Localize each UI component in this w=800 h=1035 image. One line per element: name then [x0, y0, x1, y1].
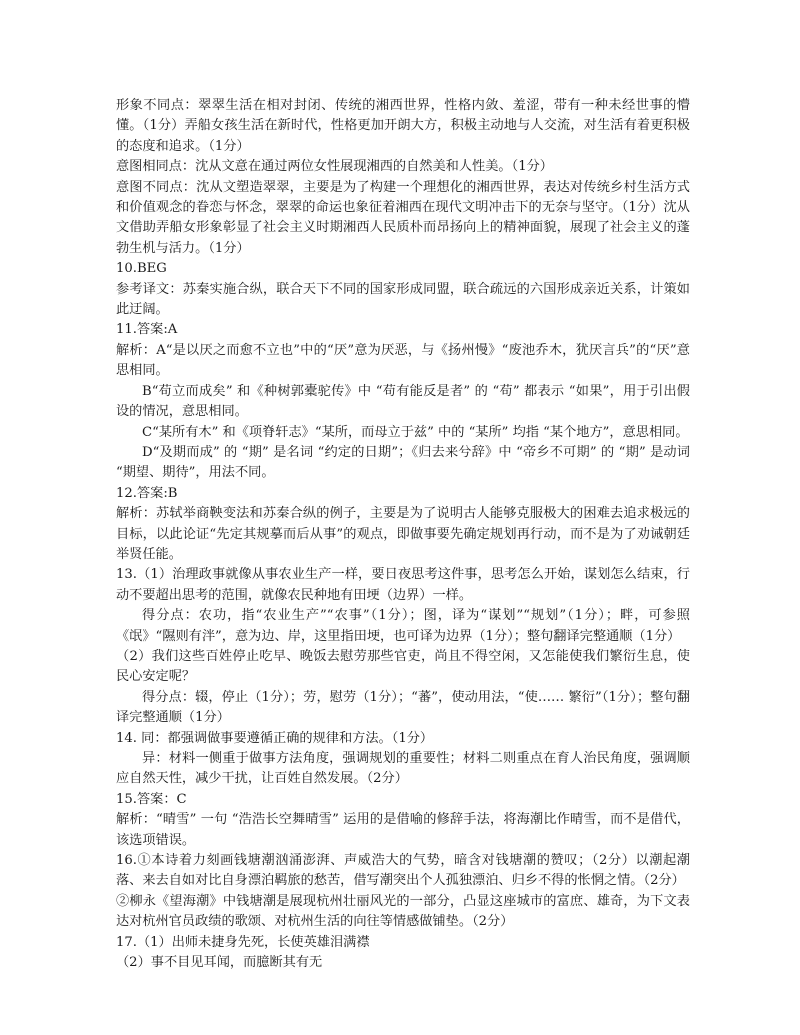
paragraph: 12.答案:B: [116, 485, 178, 501]
paragraph: 11.答案:A: [116, 322, 178, 338]
paragraph: 参考译文：苏秦实施合纵，联合天下不同的国家形成同盟，联合疏远的六国形成亲近关系，计策如此迂阔。: [116, 281, 690, 318]
paragraph: 15.答案：C: [116, 791, 187, 807]
document-page: [116, 96, 690, 973]
paragraph: 解析：A“是以厌之而愈不立也”中的“厌”意为厌恶，与《扬州慢》“废池乔木，犹厌言兵”的“厌”意思相同。: [116, 342, 690, 379]
paragraph: 形象不同点：翠翠生活在相对封闭、传统的湘西世界，性格内敛、羞涩，带有一种未经世事的懵懂。（1分）弄船女孩生活在新时代，性格更加开朗大方，积极主动地与人交流，对生活有着更积极的态度和追求。（1分）: [116, 98, 690, 154]
paragraph: 解析：“晴雪” 一句 “浩浩长空舞晴雪” 运用的是借喻的修辞手法，将海潮比作晴雪，而不是借代，该选项错误。: [116, 812, 690, 848]
paragraph: 14. 同：都强调做事要遵循正确的规律和方法。（1分）: [116, 730, 434, 746]
paragraph: ②柳永《望海潮》中钱塘潮是展现杭州壮丽风光的一部分，凸显这座城市的富庶、雄奇，为下文表达对杭州官员政绩的歌颂、对杭州生活的向往等情感做铺垫。（2分）: [116, 893, 690, 930]
paragraph: 10.BEG: [116, 261, 167, 277]
paragraph: （2）事不目见耳闻，而臆断其有无: [116, 955, 323, 971]
paragraph: 17.（1）出师未捷身先死，长使英雄泪满襟: [116, 934, 370, 950]
paragraph: 异：材料一侧重于做事方法角度，强调规划的重要性；材料二则重点在育人治民角度，强调顺应自然天性，减少干扰，让百姓自然发展。（2分）: [116, 751, 690, 787]
paragraph: 得分点：辍，停止（1分）；劳，慰劳（1分）；“蕃”，使动用法，“使…… 繁衍”（1分）；整句翻译完整通顺（1分）: [116, 689, 690, 726]
paragraph: 16.①本诗着力刻画钱塘潮汹涌澎湃、声威浩大的气势，暗含对钱塘潮的赞叹；（2分）以潮起潮落、来去自如对比自身漂泊羁旅的愁苦，借写潮突出个人孤独漂泊、归乡不得的怅惘之情。（2分）: [116, 853, 690, 889]
paragraph: C“某所有木” 和《项脊轩志》“某所，而母立于兹” 中的 “某所” 均指 “某个地方”，意思相同。: [142, 424, 689, 440]
paragraph: D“及期而成” 的 “期” 是名词 “约定的日期”；《归去来兮辞》中 “帝乡不可期” 的 “期” 是动词 “期望、期待”，用法不同。: [116, 444, 690, 481]
paragraph: 意图不同点：沈从文塑造翠翠，主要是为了构建一个理想化的湘西世界，表达对传统乡村生活方式和价值观念的眷恋与怀念，翠翠的命运也象征着湘西在现代文明冲击下的无奈与坚守。（1分）沈从文借助弄船女形象彰显了社会主义时期湘西人民质朴而昂扬向上的精神面貌，展现了社会主义的蓬勃生机与活力。（1分）: [116, 179, 690, 256]
paragraph: 解析：苏轼举商鞅变法和苏秦合纵的例子，主要是为了说明古人能够克服极大的困难去追求极远的目标，以此论证“先定其规摹而后从事”的观点，即做事要先确定规划再行动，而不是为了劝诫朝廷举贤任能。: [116, 506, 690, 562]
paragraph: B“苟立而成矣” 和《种树郭橐驼传》中 “苟有能反是者” 的 “苟” 都表示 “如果”，用于引出假设的情况，意思相同。: [116, 383, 690, 420]
paragraph: 得分点：农功，指“农业生产”“农事”（1分）；图，译为“谋划”“规划”（1分）；畔，可参照《氓》“隰则有泮”，意为边、岸，这里指田埂，也可译为边界（1分）；整句翻译完整通顺（1分）: [116, 608, 690, 644]
paragraph: （2）我们这些百姓停止吃早、晚饭去慰劳那些官吏，尚且不得空闲，又怎能使我们繁衍生息，使民心安定呢？: [116, 648, 690, 685]
paragraph: 13.（1）治理政事就像从事农业生产一样，要日夜思考这件事，思考怎么开始，谋划怎么结束，行动不要超出思考的范围，就像农民种地有田埂（边界）一样。: [116, 567, 690, 603]
paragraph: 意图相同点：沈从文意在通过两位女性展现湘西的自然美和人性美。（1分）: [116, 159, 553, 175]
